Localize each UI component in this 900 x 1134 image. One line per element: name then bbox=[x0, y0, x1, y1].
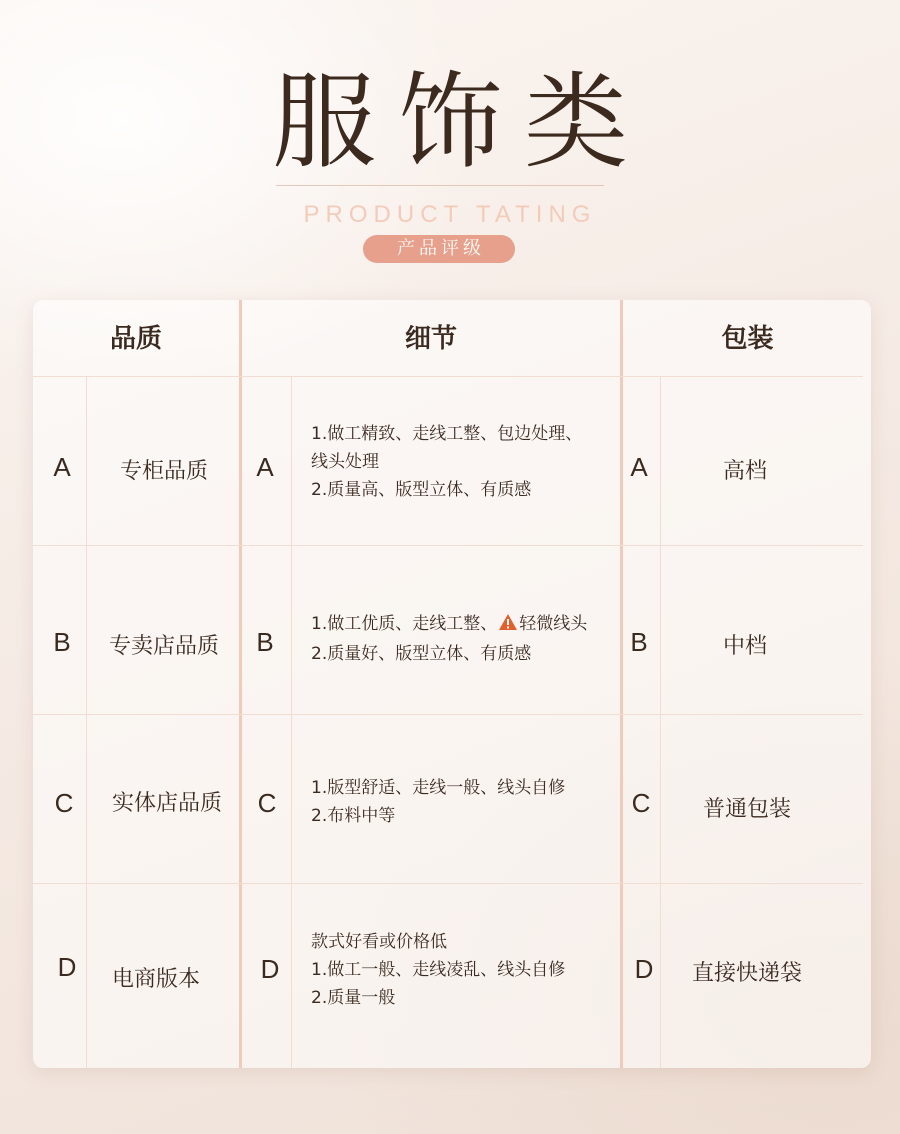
column-header-quality: 品质 bbox=[109, 324, 162, 354]
column-separator bbox=[239, 300, 242, 1068]
detail-line: 1.做工一般、走线凌乱、线头自修 bbox=[311, 960, 566, 980]
quality-name: 专柜品质 bbox=[119, 459, 208, 484]
quality-grade: B bbox=[53, 627, 71, 657]
detail-line: 1.版型舒适、走线一般、线头自修 bbox=[311, 778, 566, 798]
quality-name: 实体店品质 bbox=[111, 791, 222, 816]
package-grade: B bbox=[630, 627, 648, 657]
row-divider bbox=[33, 714, 863, 715]
detail-line: 2.质量高、版型立体、有质感 bbox=[311, 480, 532, 500]
rating-table bbox=[33, 300, 871, 1068]
detail-line: 线头处理 bbox=[311, 452, 379, 472]
detail-text bbox=[311, 928, 621, 1012]
detail-line: 2.布料中等 bbox=[311, 806, 396, 826]
title-divider bbox=[276, 185, 604, 186]
page-title: 服饰类 bbox=[271, 61, 650, 183]
detail-grade: D bbox=[260, 954, 280, 984]
package-name: 中档 bbox=[722, 634, 767, 659]
quality-grade: C bbox=[54, 788, 74, 818]
quality-name: 专卖店品质 bbox=[108, 634, 219, 659]
package-name: 直接快递袋 bbox=[691, 961, 802, 986]
detail-line: 款式好看或价格低 bbox=[311, 932, 447, 952]
warning-triangle-icon bbox=[498, 612, 518, 640]
row-divider bbox=[33, 883, 863, 884]
detail-line-suffix: 轻微线头 bbox=[519, 614, 588, 634]
quality-name: 电商版本 bbox=[111, 967, 200, 992]
detail-line: 2.质量一般 bbox=[311, 988, 396, 1008]
rating-badge: 产品评级 bbox=[363, 235, 515, 263]
column-header-detail: 细节 bbox=[404, 324, 457, 354]
detail-grade: A bbox=[256, 452, 274, 482]
detail-text bbox=[311, 420, 621, 504]
package-grade: C bbox=[631, 788, 651, 818]
row-divider bbox=[33, 545, 863, 546]
subtitle-english: PRODUCT TATING bbox=[303, 201, 597, 228]
detail-line: 1.做工精致、走线工整、包边处理、 bbox=[311, 424, 583, 444]
package-grade: D bbox=[634, 954, 654, 984]
quality-grade: A bbox=[53, 452, 71, 482]
detail-line: 2.质量好、版型立体、有质感 bbox=[311, 644, 532, 664]
quality-grade: D bbox=[57, 952, 77, 982]
detail-text bbox=[311, 774, 621, 830]
detail-line-prefix: 1.做工优质、走线工整、 bbox=[311, 614, 498, 634]
package-grade: A bbox=[630, 452, 648, 482]
package-name: 普通包装 bbox=[702, 797, 791, 822]
detail-text bbox=[311, 610, 621, 668]
detail-grade: C bbox=[257, 788, 277, 818]
detail-grade: B bbox=[256, 627, 274, 657]
row-divider bbox=[33, 376, 863, 377]
detail-line bbox=[311, 610, 621, 640]
package-name: 高档 bbox=[722, 459, 767, 484]
column-header-package: 包装 bbox=[721, 324, 774, 354]
